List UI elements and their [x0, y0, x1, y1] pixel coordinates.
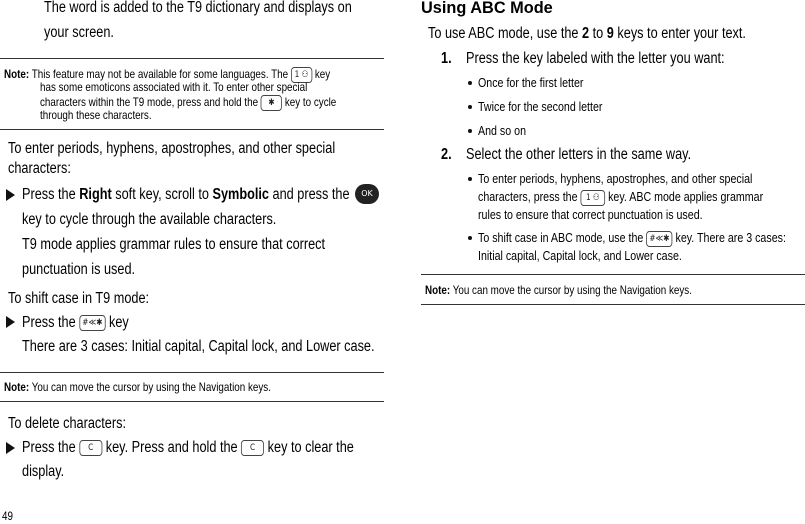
pound-key-icon: #≪✱	[79, 315, 105, 331]
arrow-icon	[6, 316, 15, 328]
note-label: Note:	[4, 380, 30, 394]
bullet-icon	[468, 81, 472, 85]
step-text: key to cycle through the available characters.	[22, 211, 277, 228]
step-text: Select the other letters in the same way.	[466, 146, 692, 163]
note-line: has some emoticons associated with it. To enter other special	[40, 80, 308, 94]
star-key-icon: ✱	[261, 95, 282, 111]
abc-intro: To use ABC mode, use the 2 to 9 keys to enter your text.	[428, 25, 746, 42]
step-text: display.	[22, 463, 65, 480]
page-number: 49	[2, 509, 13, 523]
shift-case-intro: To shift case in T9 mode:	[8, 290, 150, 307]
divider	[421, 274, 805, 275]
step-delete: Press the C key. Press and hold the C key to clear the	[22, 439, 354, 456]
step-shift: Press the #≪✱ key	[22, 314, 129, 331]
list-item-cont: rules to ensure that correct punctuation is used.	[478, 207, 703, 222]
list-item: Twice for the second letter	[478, 99, 603, 114]
bullet-icon	[468, 236, 472, 240]
divider	[0, 58, 384, 59]
note-block-3: Note: You can move the cursor by using the Navigation keys.	[425, 283, 692, 297]
list-item-cont: characters, press the 1 ⚇ key. ABC mode applies grammar	[478, 189, 764, 204]
note-label: Note:	[4, 67, 30, 82]
list-item: Once for the first letter	[478, 75, 584, 90]
one-key-icon: 1 ⚇	[581, 190, 606, 206]
step-text: punctuation is used.	[22, 261, 136, 278]
bullet-icon	[468, 105, 472, 109]
c-key-icon: C	[241, 440, 264, 456]
special-chars-intro: To enter periods, hyphens, apostrophes, and other special	[8, 140, 336, 157]
intro-text-cont: your screen.	[44, 24, 114, 41]
bullet-icon	[468, 129, 472, 133]
list-item: And so on	[478, 123, 527, 138]
note-label: Note:	[425, 283, 451, 297]
divider	[0, 372, 384, 373]
step-number: 1.	[441, 50, 452, 67]
divider	[421, 304, 805, 305]
step-text: There are 3 cases: Initial capital, Capital lock, and Lower case.	[22, 338, 375, 355]
note-line: characters within the T9 mode, press and hold the ✱ key to cycle	[40, 95, 337, 110]
divider	[0, 401, 384, 402]
list-item: To shift case in ABC mode, use the #≪✱ key. There are 3 cases:	[478, 230, 786, 245]
c-key-icon: C	[79, 440, 102, 456]
step-symbolic: Press the Right soft key, scroll to Symbolic and press the	[22, 186, 350, 203]
divider	[0, 129, 384, 130]
step-number: 2.	[441, 146, 452, 163]
note-block-2: Note: You can move the cursor by using the Navigation keys.	[4, 380, 271, 394]
delete-intro: To delete characters:	[8, 415, 126, 432]
note-block-1: Note: This feature may not be available for some languages. The 1 ⚇ key	[4, 67, 331, 82]
intro-text: The word is added to the T9 dictionary and displays on	[44, 0, 352, 16]
note-line: through these characters.	[40, 108, 152, 122]
pound-key-icon: #≪✱	[646, 231, 672, 247]
one-key-icon: 1 ⚇	[291, 67, 312, 83]
step-text: T9 mode applies grammar rules to ensure that correct	[22, 236, 326, 253]
section-heading: Using ABC Mode	[421, 0, 553, 17]
ok-key-icon: OK	[355, 184, 379, 204]
list-item-cont: Initial capital, Capital lock, and Lower case.	[478, 248, 682, 263]
arrow-icon	[6, 442, 15, 454]
special-chars-intro-cont: characters:	[8, 160, 71, 177]
bullet-icon	[468, 177, 472, 181]
list-item: To enter periods, hyphens, apostrophes, and other special	[478, 171, 753, 186]
arrow-icon	[6, 189, 15, 201]
step-text: Press the key labeled with the letter you want:	[466, 50, 725, 67]
